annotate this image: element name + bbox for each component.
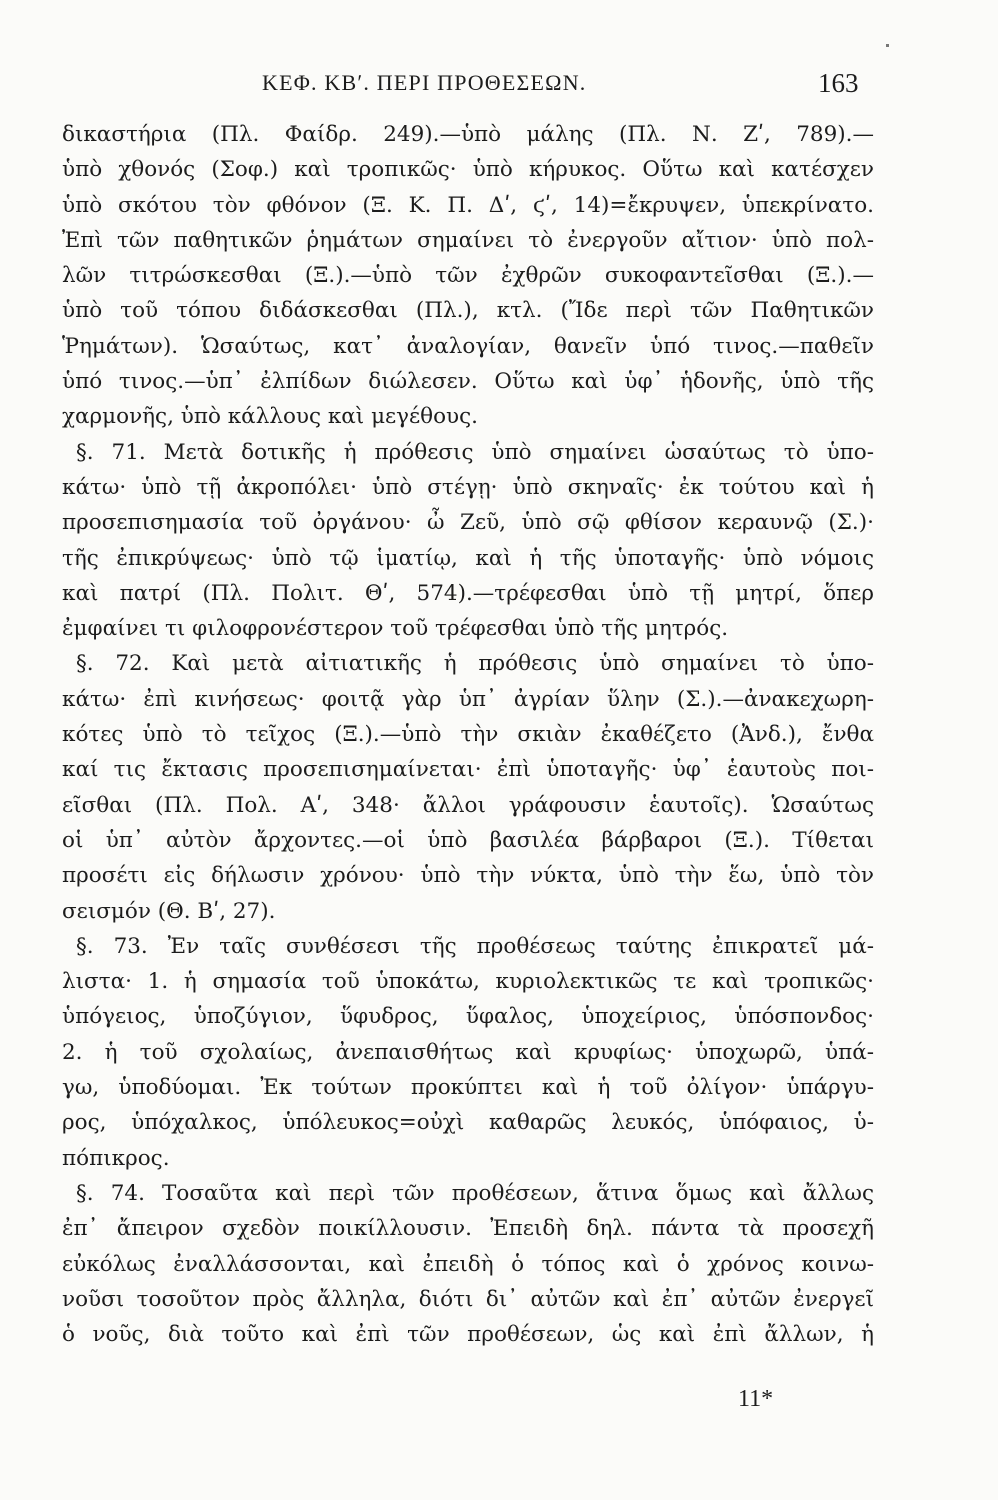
text-line: λιστα· 1. ἡ σημασία τοῦ ὑποκάτω, κυριολεκτικῶς τε καὶ τροπικῶς· [62, 969, 874, 995]
text-line: καί τις ἔκτασις προσεπισημαίνεται· ἐπὶ ὑποταγῆς· ὑφ᾽ ἑαυτοὺς ποι- [62, 757, 874, 783]
page-number: 163 [818, 68, 859, 98]
text-line: καὶ πατρί (Πλ. Πολιτ. Θʹ, 574).—τρέφεσθαι ὑπὸ τῇ μητρί, ὅπερ [62, 580, 874, 606]
page-speck [886, 44, 889, 47]
text-line: ἐπ᾽ ἄπειρον σχεδὸν ποικίλλουσιν. Ἐπειδὴ δηλ. πάντα τὰ προσεχῆ [62, 1216, 874, 1242]
text-line: κάτω· ἐπὶ κινήσεως· φοιτᾷ γὰρ ὑπ᾽ ἀγρίαν ὕλην (Σ.).—ἀνακεχωρη- [62, 686, 874, 712]
text-line: ἐμφαίνει τι φιλοφρονέστερον τοῦ τρέφεσθαι ὑπὸ τῆς μητρός. [62, 616, 729, 642]
section-72-start: §. 72. Καὶ μετὰ αἰτιατικῆς ἡ πρόθεσις ὑπὸ σημαίνει τὸ ὑπο- [76, 651, 874, 677]
text-line: Ῥημάτων). Ὡσαύτως, κατ᾽ ἀναλογίαν, θανεῖν ὑπό τινος.—παθεῖν [62, 333, 874, 359]
text-line: δικαστήρια (Πλ. Φαίδρ. 249).—ὑπὸ μάλης (Πλ. Ν. Ζʹ, 789).— [62, 122, 874, 147]
text-line: οἱ ὑπ᾽ αὐτὸν ἄρχοντες.—οἱ ὑπὸ βασιλέα βάρβαροι (Ξ.). Τίθεται [62, 827, 874, 853]
text-line: εὐκόλως ἐναλλάσσονται, καὶ ἐπειδὴ ὁ τόπος καὶ ὁ χρόνος κοινω- [62, 1251, 874, 1277]
section-74-start: §. 74. Τοσαῦτα καὶ περὶ τῶν προθέσεων, ἅτινα ὅμως καὶ ἄλλως [76, 1180, 874, 1206]
text-line: κότες ὑπὸ τὸ τεῖχος (Ξ.).—ὑπὸ τὴν σκιὰν ἐκαθέζετο (Ἀνδ.), ἔνθα [62, 722, 874, 748]
text-line: σεισμόν (Θ. Βʹ, 27). [62, 898, 276, 924]
text-line: Ἐπὶ τῶν παθητικῶν ῥημάτων σημαίνει τὸ ἐνεργοῦν αἴτιον· ὑπὸ πολ- [62, 227, 874, 253]
text-line: πόπικρος. [62, 1145, 170, 1171]
text-line: νοῦσι τοσοῦτον πρὸς ἄλληλα, διότι δι᾽ αὐτῶν καὶ ἐπ᾽ αὐτῶν ἐνεργεῖ [62, 1286, 874, 1312]
text-line: ὑπό τινος.—ὑπ᾽ ἐλπίδων διώλεσεν. Οὕτω καὶ ὑφ᾽ ἡδονῆς, ὑπὸ τῆς [62, 369, 874, 395]
text-line: 2. ἡ τοῦ σχολαίως, ἀνεπαισθήτως καὶ κρυφίως· ὑποχωρῶ, ὑπά- [62, 1039, 874, 1065]
text-line: εῖσθαι (Πλ. Πολ. Αʹ, 348· ἄλλοι γράφουσιν ἑαυτοῖς). Ὡσαύτως [62, 792, 874, 818]
text-line: λῶν τιτρώσκεσθαι (Ξ.).—ὑπὸ τῶν ἐχθρῶν συκοφαντεῖσθαι (Ξ.).— [62, 263, 874, 289]
text-line: ὑπὸ σκότου τὸν φθόνον (Ξ. Κ. Π. Δʹ, ϛʹ, 14)=ἔκρυψεν, ὑπεκρίνατο. [62, 192, 874, 218]
text-line: ὑπὸ χθονός (Σοφ.) καὶ τροπικῶς· ὑπὸ κήρυκος. Οὕτω καὶ κατέσχεν [62, 157, 874, 183]
signature-mark: 11* [738, 1386, 774, 1412]
section-73-start: §. 73. Ἐν ταῖς συνθέσεσι τῆς προθέσεως ταύτης ἐπικρατεῖ μά- [76, 933, 874, 959]
section-71-start: §. 71. Μετὰ δοτικῆς ἡ πρόθεσις ὑπὸ σημαίνει ὡσαύτως τὸ ὑπο- [76, 439, 874, 465]
text-line: τῆς ἐπικρύψεως· ὑπὸ τῷ ἱματίῳ, καὶ ἡ τῆς ὑποταγῆς· ὑπὸ νόμοις [62, 545, 874, 571]
text-line: χαρμονῆς, ὑπὸ κάλλους καὶ μεγέθους. [62, 404, 478, 430]
text-line: κάτω· ὑπὸ τῇ ἀκροπόλει· ὑπὸ στέγῃ· ὑπὸ σκηναῖς· ἐκ τούτου καὶ ἡ [62, 474, 874, 500]
text-line: γω, ὑποδύομαι. Ἐκ τούτων προκύπτει καὶ ἡ τοῦ ὀλίγον· ὑπάργυ- [62, 1075, 874, 1101]
text-line: προσεπισημασία τοῦ ὀργάνου· ὦ Ζεῦ, ὑπὸ σῷ φθίσον κεραυνῷ (Σ.)· [62, 510, 874, 536]
page-header [0, 68, 998, 108]
text-line: ὑπόγειος, ὑποζύγιον, ὕφυδρος, ὕφαλος, ὑποχείριος, ὑπόσπονδος· [62, 1004, 874, 1030]
text-line: προσέτι εἰς δήλωσιν χρόνου· ὑπὸ τὴν νύκτα, ὑπὸ τὴν ἕω, ὑπὸ τὸν [62, 863, 874, 889]
text-line: ρος, ὑπόχαλκος, ὑπόλευκος=οὐχὶ καθαρῶς λευκός, ὑπόφαιος, ὑ- [62, 1110, 874, 1136]
running-head: ΚΕΦ. ΚΒʹ. ΠΕΡΙ ΠΡΟΘΕΣΕΩΝ. [262, 70, 587, 95]
body-text [62, 117, 874, 1352]
text-line: ὁ νοῦς, διὰ τοῦτο καὶ ἐπὶ τῶν προθέσεων, ὡς καὶ ἐπὶ ἄλλων, ἡ [62, 1322, 874, 1348]
text-line: ὑπὸ τοῦ τόπου διδάσκεσθαι (Πλ.), κτλ. (Ἴδε περὶ τῶν Παθητικῶν [62, 298, 874, 324]
